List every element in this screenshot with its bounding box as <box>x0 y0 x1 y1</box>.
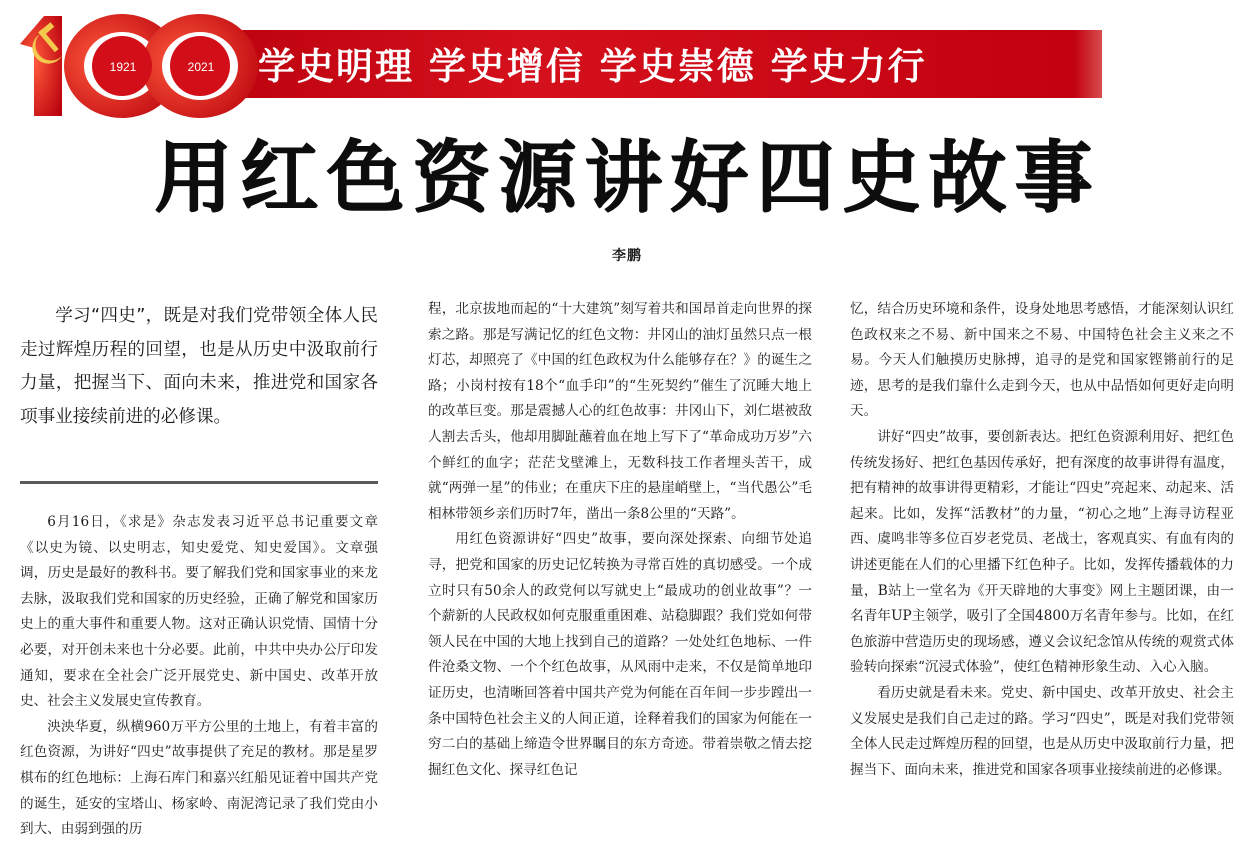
paragraph: 看历史就是看未来。党史、新中国史、改革开放史、社会主义发展史是我们自己走过的路。学习“四史”，既是对我们党带领全体人民走过辉煌历程的回望，也是从历史中汲取前行力量，把握当下、面向未来，推进党和国家各项事业接续前进的必修课。 <box>850 684 1234 778</box>
column-3 <box>850 297 1234 783</box>
year-2021: 2021 <box>187 60 215 74</box>
column-2 <box>428 297 812 783</box>
paragraph: 用红色资源讲好“四史”故事，要向深处探索、向细节处追寻，把党和国家的历史记忆转换为寻常百姓的真切感受。一个成立时只有50余人的政党何以写就史上“最成功的创业故事”？一个薪新的人民政权如何克服重重困难、站稳脚跟？我们党如何带领人民在中国的大地上找到自己的道路？一处处红色地标、一件件沧桑文物、一个个红色故事，从风雨中走来，不仅是简单地印证历史，也清晰回答着中国共产党为何能在百年间一步步蹚出一条中国特色社会主义的人间正道，诠释着我们的国家为何能在一穷二白的基础上缔造令世界瞩目的东方奇迹。带着崇敬之情去挖掘红色文化、探寻红色记 <box>428 531 812 778</box>
paragraph: 讲好“四史”故事，要创新表达。把红色资源利用好、把红色传统发扬好、把红色基因传承好，把有深度的故事讲得有温度，把有精神的故事讲得更精彩，才能让“四史”亮起来、动起来、活起来。比如，发挥“活教材”的力量，“初心之地”上海寻访程亚西、虞鸣非等多位百岁老党员、老战士，客观真实、有血有肉的讲述更能在人们的心里播下红色种子。比如，发挥传播载体的力量，B站上一堂名为《开天辟地的大事变》网上主题团课，由一名青年UP主领学，吸引了全国4800万名青年参与。比如，在红色旅游中营造历史的现场感，遵义会议纪念馆从传统的观赏式体验转向探索“沉浸式体验”，使红色精神形象生动、入心入脑。 <box>850 428 1234 676</box>
article-title: 用红色资源讲好四史故事 <box>153 132 1100 223</box>
paragraph: 忆，结合历史环境和条件，设身处地思考感悟，才能深刻认识红色政权来之不易、新中国来之不易、中国特色社会主义来之不易。今天人们触摸历史脉搏，追寻的是党和国家铿锵前行的足迹，思考的是我们靠什么走到今天，也从中品悟如何更好走向明天。 <box>850 301 1234 420</box>
lead-paragraph: 学习“四史”，既是对我们党带领全体人民走过辉煌历程的回望，也是从历史中汲取前行力量，把握当下、面向未来，推进党和国家各项事业接续前进的必修课。 <box>20 306 378 427</box>
paragraph: 泱泱华夏，纵横960万平方公里的土地上，有着丰富的红色资源，为讲好“四史”故事提供了充足的教材。那是星罗棋布的红色地标：上海石库门和嘉兴红船见证着中国共产党的诞生，延安的宝塔山、杨家岭、南泥湾记录了我们党由小到大、由弱到强的历 <box>20 718 378 838</box>
slogan: 学史明理 学史增信 学史崇德 学史力行 <box>258 45 927 88</box>
divider <box>20 481 378 484</box>
year-1921: 1921 <box>109 60 137 74</box>
paragraph: 程，北京拔地而起的“十大建筑”刻写着共和国昂首走向世界的探索之路。那是写满记忆的红色文物：井冈山的油灯虽然只点一根灯芯，却照亮了《中国的红色政权为什么能够存在？》的诞生之路；小岗村按有18个“血手印”的“生死契约”催生了沉睡大地上的改革巨变。那是震撼人心的红色故事：井冈山下，刘仁堪被敌人割去舌头，他却用脚趾蘸着血在地上写下了“革命成功万岁”六个鲜红的血字；茫茫戈壁滩上，无数科技工作者埋头苦干，成就“两弹一星”的伟业；在重庆下庄的悬崖峭壁上，“当代愚公”毛相林带领乡亲们历时7年，凿出一条8公里的“天路”。 <box>428 301 812 522</box>
column-1 <box>20 510 378 843</box>
article-author: 李鹏 <box>612 248 642 264</box>
lead-column <box>20 300 378 434</box>
paragraph: 6月16日，《求是》杂志发表习近平总书记重要文章《以史为镜、以史明志，知史爱党、知史爱国》。文章强调，历史是最好的教科书。要了解我们党和国家事业的来龙去脉，汲取我们党和国家的历史经验，正确了解党和国家历史上的重大事件和重要人物。这对正确认识党情、国情十分必要，对开创未来也十分必要。此前，中共中央办公厅印发通知，要求在全社会广泛开展党史、新中国史、改革开放史、社会主义发展史宣传教育。 <box>20 514 378 710</box>
banner <box>0 0 1254 125</box>
